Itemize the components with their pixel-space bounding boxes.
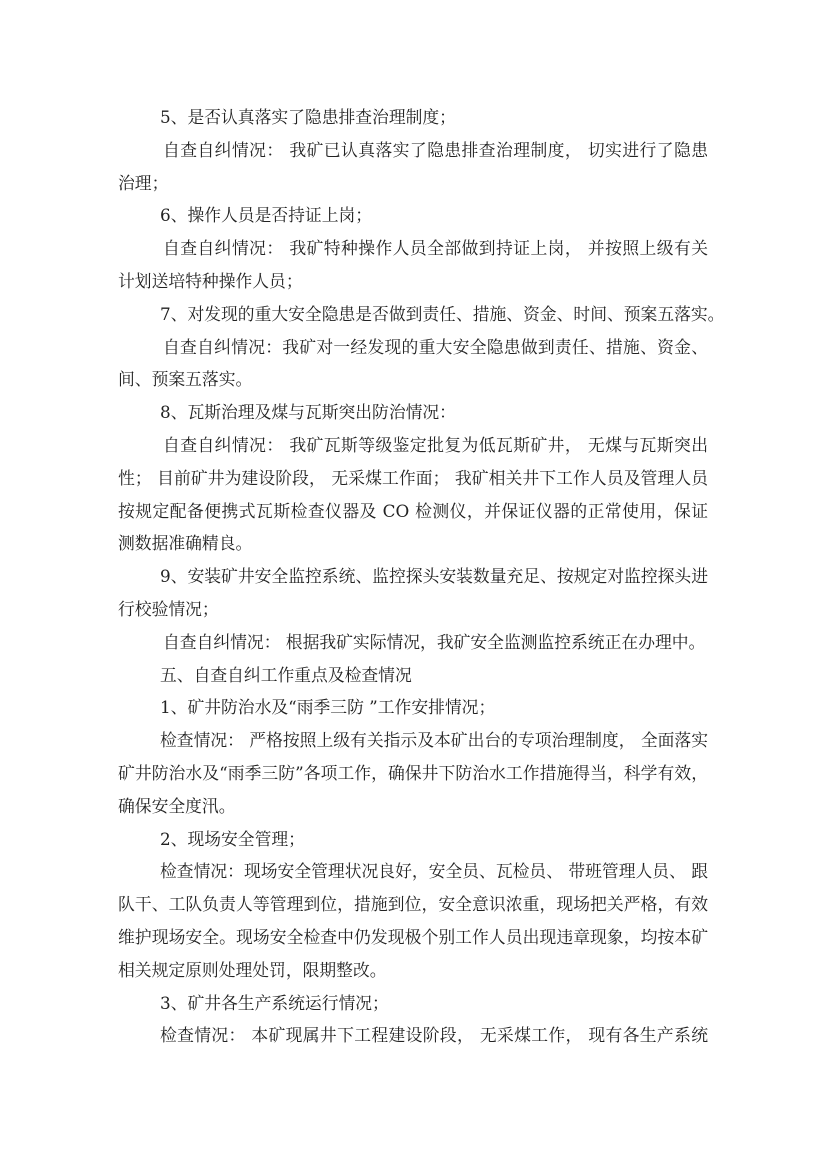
text-line: 5、是否认真落实了隐患排查治理制度； bbox=[160, 107, 456, 127]
text-line: 7、对发现的重大安全隐患是否做到责任、措施、资金、时间、预案五落实。 bbox=[160, 303, 725, 324]
text-line: 2、现场安全管理； bbox=[160, 828, 305, 849]
text-line: 相关规定原则处理处罚，限期整改。 bbox=[118, 959, 387, 980]
document-body bbox=[118, 101, 725, 1052]
text-line: 性； 目前矿井为建设阶段， 无采煤工作面； 我矿相关井下工作人员及管理人员 bbox=[118, 467, 708, 488]
text-line: 维护现场安全。现场安全检查中仍发现极个别工作人员出现违章现象，均按本矿 bbox=[118, 926, 708, 947]
text-line: 检查情况： 本矿现属井下工程建设阶段， 无采煤工作， 现有各生产系统 bbox=[160, 1025, 708, 1046]
text-line: 8、瓦斯治理及煤与瓦斯突出防治情况： bbox=[160, 402, 456, 423]
text-line: 按规定配备便携式瓦斯检查仪器及 CO 检测仪，并保证仪器的正常使用，保证 bbox=[118, 500, 708, 521]
text-line: 6、操作人员是否持证上岗； bbox=[160, 205, 373, 226]
text-line: 检查情况：现场安全管理状况良好，安全员、瓦检员、 带班管理人员、 跟 bbox=[160, 861, 708, 882]
text-line: 自查自纠情况： 根据我矿实际情况，我矿安全监测监控系统正在办理中。 bbox=[163, 631, 706, 652]
text-line: 自查自纠情况：我矿对一经发现的重大安全隐患做到责任、措施、资金、 bbox=[163, 336, 708, 357]
text-line: 9、安装矿井安全监控系统、监控探头安装数量充足、按规定对监控探头进 bbox=[160, 566, 708, 587]
text-line: 队干、工队负责人等管理到位，措施到位，安全意识浓重，现场把关严格，有效 bbox=[118, 894, 708, 915]
text-line: 计划送培特种操作人员； bbox=[118, 270, 303, 291]
text-line: 治理； bbox=[118, 172, 169, 193]
text-line: 矿井防治水及“雨季三防”各项工作，确保井下防治水工作措施得当，科学有效， bbox=[118, 762, 708, 783]
text-line: 3、矿井各生产系统运行情况； bbox=[160, 992, 389, 1013]
text-line: 五、自查自纠工作重点及检查情况 bbox=[160, 664, 412, 685]
text-line: 1、矿井防治水及“雨季三防 ”工作安排情况； bbox=[160, 697, 496, 718]
text-line: 行校验情况； bbox=[118, 598, 219, 619]
text-line: 自查自纠情况： 我矿已认真落实了隐患排查治理制度， 切实进行了隐患 bbox=[163, 139, 708, 160]
text-line: 自查自纠情况： 我矿特种操作人员全部做到持证上岗， 并按照上级有关 bbox=[163, 238, 708, 259]
text-line: 确保安全度汛。 bbox=[118, 795, 236, 816]
text-line: 检查情况： 严格按照上级有关指示及本矿出台的专项治理制度， 全面落实 bbox=[160, 730, 708, 751]
text-line: 测数据准确精良。 bbox=[118, 533, 253, 554]
text-line: 间、预案五落实。 bbox=[118, 369, 253, 390]
text-line: 自查自纠情况： 我矿瓦斯等级鉴定批复为低瓦斯矿井， 无煤与瓦斯突出 bbox=[163, 434, 708, 455]
